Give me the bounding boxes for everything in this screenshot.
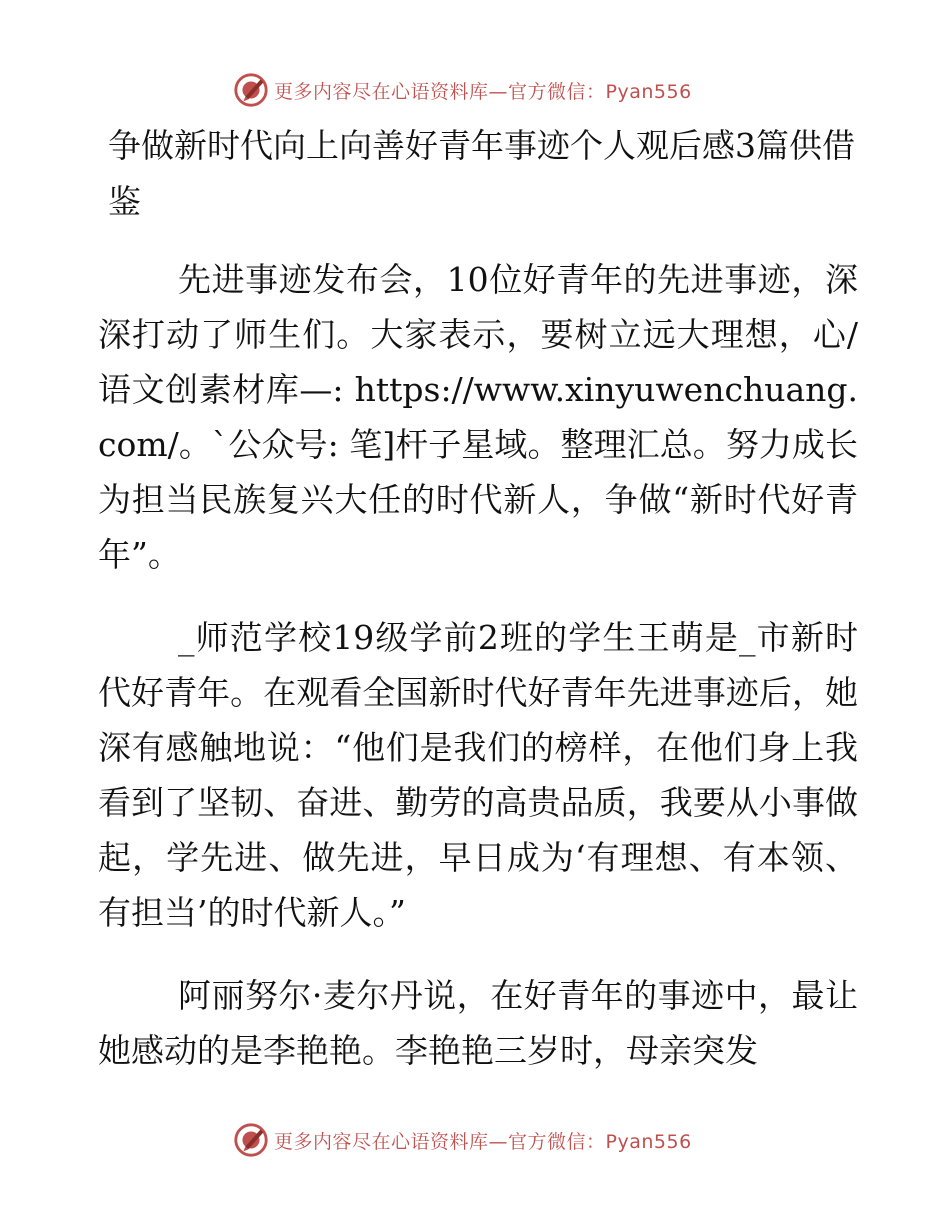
- paragraph-3: 阿丽努尔·麦尔丹说，在好青年的事迹中，最让她感动的是李艳艳。李艳艳三岁时，母亲突发: [98, 976, 858, 1070]
- header-banner: [232, 70, 732, 110]
- footer-banner: [232, 1120, 732, 1160]
- header-banner-text: 更多内容尽在心语资料库—官方微信：Pyan556: [274, 80, 692, 103]
- paragraph-1: 先进事迹发布会，10位好青年的先进事迹，深深打动了师生们。大家表示，要树立远大理想，心/语文创素材库—: https://www.xinyuwenchuang.com/。`公众号: 笔]杆子星域。整理汇总。努力成长为担当民族复兴大任的时代新人，争做“新时代好青年”。: [98, 260, 858, 574]
- document-body: [98, 118, 858, 1106]
- document-title: 争做新时代向上向善好青年事迹个人观后感3篇供借鉴: [108, 126, 855, 221]
- footer-banner-text: 更多内容尽在心语资料库—官方微信：Pyan556: [274, 1130, 692, 1153]
- paragraph-2: _师范学校19级学前2班的学生王萌是_市新时代好青年。在观看全国新时代好青年先进事迹后，她深有感触地说：“他们是我们的榜样，在他们身上我看到了坚韧、奋进、勤劳的高贵品质，我要从小事做起，学先进、做先进，早日成为‘有理想、有本领、有担当’的时代新人。”: [98, 618, 858, 932]
- pen-logo-icon: [232, 1121, 270, 1159]
- pen-logo-icon: [232, 71, 270, 109]
